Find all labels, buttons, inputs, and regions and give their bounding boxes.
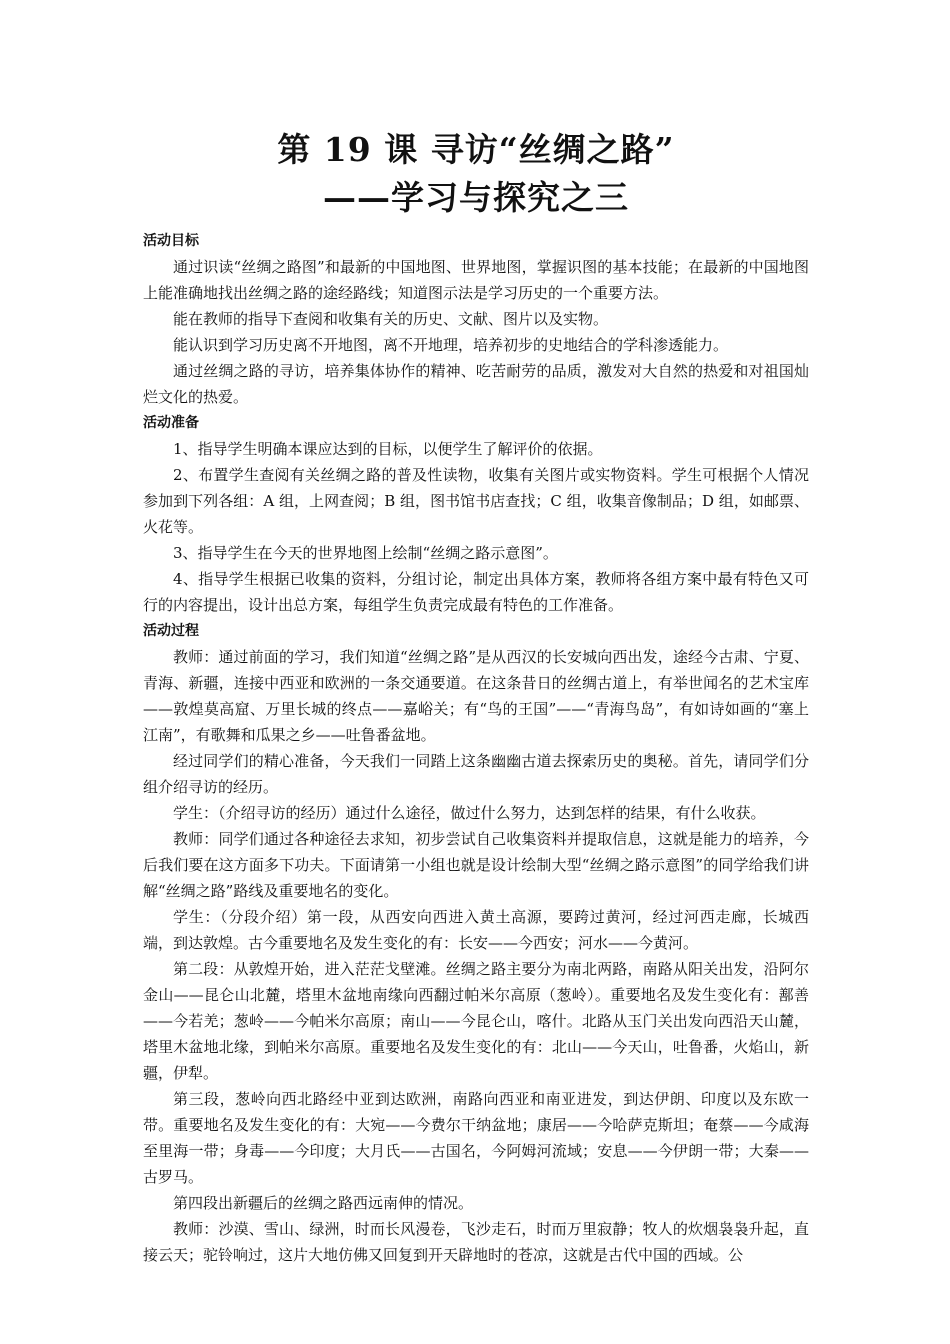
paragraph: 第二段：从敦煌开始，进入茫茫戈壁滩。丝绸之路主要分为南北两路，南路从阳关出发，沿阿尔金山——昆仑山北麓，塔里木盆地南缘向西翻过帕米尔高原（葱岭）。重要地名及发生变化有：鄯善——今若羌；葱岭——今帕米尔高原；南山——今昆仑山，喀什。北路从玉门关出发向西沿天山麓，塔里木盆地北缘，到帕米尔高原。重要地名及发生变化的有：北山——今天山，吐鲁番，火焰山，新疆，伊犁。 xyxy=(143,960,809,1082)
lesson-subtitle: ——学习与探究之三 xyxy=(323,178,629,217)
paragraph: 教师：沙漠、雪山、绿洲，时而长风漫卷，飞沙走石，时而万里寂静；牧人的炊烟袅袅升起，直接云天；驼铃响过，这片大地仿佛又回复到开天辟地时的苍凉，这就是古代中国的西域。公 xyxy=(143,1220,809,1264)
section-activity-preparation xyxy=(143,410,809,618)
paragraph: 通过识读“丝绸之路图”和最新的中国地图、世界地图，掌握识图的基本技能；在最新的中国地图上能准确地找出丝绸之路的途经路线；知道图示法是学习历史的一个重要方法。 xyxy=(143,258,809,302)
paragraph: 通过丝绸之路的寻访，培养集体协作的精神、吃苦耐劳的品质，激发对大自然的热爱和对祖国灿烂文化的热爱。 xyxy=(143,362,809,406)
section-activity-goals xyxy=(143,228,809,410)
paragraph: 4、指导学生根据已收集的资料，分组讨论，制定出具体方案，教师将各组方案中最有特色又可行的内容提出，设计出总方案，每组学生负责完成最有特色的工作准备。 xyxy=(143,570,809,614)
paragraph: 2、布置学生查阅有关丝绸之路的普及性读物，收集有关图片或实物资料。学生可根据个人情况参加到下列各组：A 组，上网查阅；B 组，图书馆书店查找；C 组，收集音像制品；D 组，如邮票、火花等。 xyxy=(143,466,809,536)
paragraph: 教师：通过前面的学习，我们知道“丝绸之路”是从西汉的长安城向西出发，途经今古肃、宁夏、青海、新疆，连接中西亚和欧洲的一条交通要道。在这条昔日的丝绸古道上，有举世闻名的艺术宝库——敦煌莫高窟、万里长城的终点——嘉峪关；有“鸟的王国”——“青海鸟岛”，有如诗如画的“塞上江南”，有歌舞和瓜果之乡——吐鲁番盆地。 xyxy=(143,648,809,744)
paragraph: 3、指导学生在今天的世界地图上绘制“丝绸之路示意图”。 xyxy=(173,544,558,562)
paragraph: 1、指导学生明确本课应达到的目标，以便学生了解评价的依据。 xyxy=(173,440,603,458)
paragraph: 第四段出新疆后的丝绸之路西远南伸的情况。 xyxy=(173,1194,474,1212)
section-heading: 活动目标 xyxy=(143,233,199,249)
section-heading: 活动过程 xyxy=(143,623,199,639)
section-activity-process xyxy=(143,618,809,1268)
paragraph: 教师：同学们通过各种途径去求知，初步尝试自己收集资料并提取信息，这就是能力的培养，今后我们要在这方面多下功夫。下面请第一小组也就是设计绘制大型“丝绸之路示意图”的同学给我们讲解“丝绸之路”路线及重要地名的变化。 xyxy=(143,830,809,900)
lesson-title: 第 19 课 寻访“丝绸之路” xyxy=(277,130,675,169)
paragraph: 第三段，葱岭向西北路经中亚到达欧洲，南路向西亚和南亚进发，到达伊朗、印度以及东欧一带。重要地名及发生变化的有：大宛——今费尔干纳盆地；康居——今哈萨克斯坦；奄蔡——今咸海至里海一带；身毒——今印度；大月氏——古国名，今阿姆河流域；安息——今伊朗一带；大秦——古罗马。 xyxy=(143,1090,809,1186)
document-page xyxy=(143,126,809,1268)
paragraph: 学生：（介绍寻访的经历）通过什么途径，做过什么努力，达到怎样的结果，有什么收获。 xyxy=(173,804,766,822)
section-heading: 活动准备 xyxy=(143,415,199,431)
paragraph: 能认识到学习历史离不开地图，离不开地理，培养初步的史地结合的学科渗透能力。 xyxy=(173,336,729,354)
paragraph: 学生：（分段介绍）第一段，从西安向西进入黄土高源，要跨过黄河，经过河西走廊，长城西端，到达敦煌。古今重要地名及发生变化的有：长安——今西安；河水——今黄河。 xyxy=(143,908,809,952)
paragraph: 能在教师的指导下查阅和收集有关的历史、文献、图片以及实物。 xyxy=(173,310,609,328)
paragraph: 经过同学们的精心准备，今天我们一同踏上这条幽幽古道去探索历史的奥秘。首先，请同学们分组介绍寻访的经历。 xyxy=(143,752,809,796)
